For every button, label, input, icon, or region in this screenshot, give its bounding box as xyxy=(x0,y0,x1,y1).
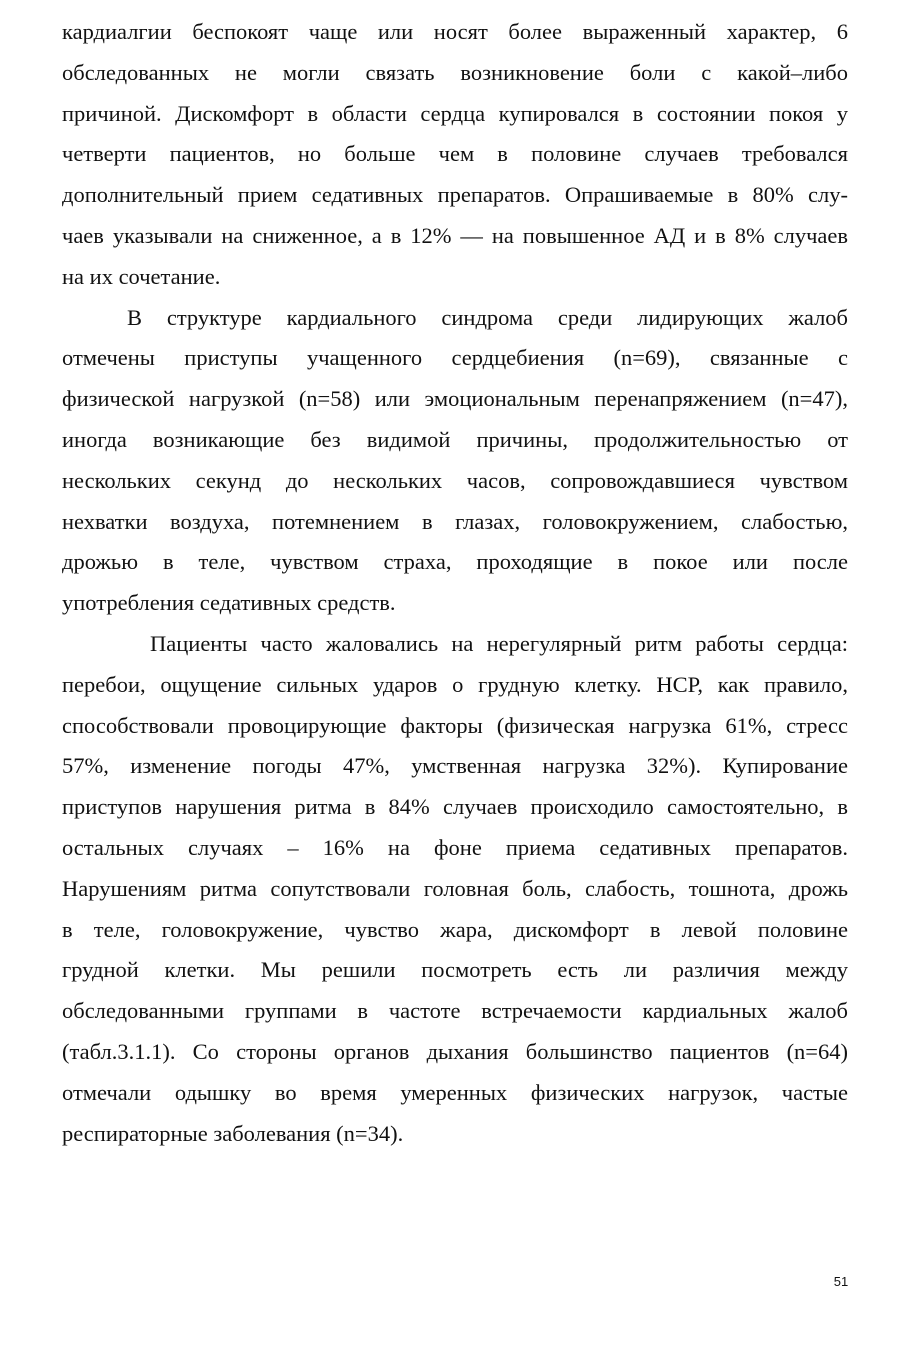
text-line: обследованными группами в частоте встречаемости кардиальных жалоб xyxy=(62,998,848,1024)
text-line: чаев указывали на сниженное, а в 12% — на повышенное АД и в 8% случаев xyxy=(62,222,848,248)
text-line: причиной. Дискомфорт в области сердца купировался в состоянии покоя у xyxy=(62,100,848,126)
text-line: (табл.3.1.1). Со стороны органов дыхания большинство пациентов (n=64) xyxy=(62,1038,848,1064)
page-number: 51 xyxy=(833,1274,849,1289)
text-line: обследованных не могли связать возникновение боли с какой–либо xyxy=(62,59,848,85)
text-line: Пациенты часто жаловались на нерегулярный ритм работы сердца: xyxy=(150,630,848,656)
text-line: Нарушениям ритма сопутствовали головная боль, слабость, тошнота, дрожь xyxy=(62,875,848,901)
text-line: нескольких секунд до нескольких часов, сопровождавшиеся чувством xyxy=(62,467,848,493)
text-line: В структуре кардиального синдрома среди лидирующих жалоб xyxy=(127,304,848,330)
text-line: дрожью в теле, чувством страха, проходящие в покое или после xyxy=(62,549,848,575)
paragraph-1 xyxy=(62,12,848,298)
text-line: перебои, ощущение сильных ударов о грудную клетку. НСР, как правило, xyxy=(62,671,848,697)
text-line: остальных случаях – 16% на фоне приема седативных препаратов. xyxy=(62,834,848,860)
text-line: 57%, изменение погоды 47%, умственная нагрузка 32%). Купирование xyxy=(62,753,848,779)
text-line: способствовали провоцирующие факторы (физическая нагрузка 61%, стресс xyxy=(62,712,848,738)
text-line: употребления седативных средств. xyxy=(62,590,396,616)
text-line: дополнительный прием седативных препаратов. Опрашиваемые в 80% слу- xyxy=(62,182,848,208)
text-line: отмечали одышку во время умеренных физических нагрузок, частые xyxy=(62,1079,848,1105)
text-line: иногда возникающие без видимой причины, продолжительностью от xyxy=(62,426,848,452)
text-line: в теле, головокружение, чувство жара, дискомфорт в левой половине xyxy=(62,916,848,942)
text-line: четверти пациентов, но больше чем в половине случаев требовался xyxy=(62,141,848,167)
text-line: физической нагрузкой (n=58) или эмоциональным перенапряжением (n=47), xyxy=(62,386,848,412)
paragraph-3 xyxy=(62,624,848,1154)
text-line: грудной клетки. Мы решили посмотреть есть ли различия между xyxy=(62,957,848,983)
text-line: приступов нарушения ритма в 84% случаев происходило самостоятельно, в xyxy=(62,794,848,820)
text-line: отмечены приступы учащенного сердцебиения (n=69), связанные с xyxy=(62,345,848,371)
text-line: нехватки воздуха, потемнением в глазах, головокружением, слабостью, xyxy=(62,508,848,534)
paragraph-2 xyxy=(62,298,848,624)
text-line: на их сочетание. xyxy=(62,263,221,289)
text-line: респираторные заболевания (n=34). xyxy=(62,1120,404,1146)
text-line: кардиалгии беспокоят чаще или носят более выраженный характер, 6 xyxy=(62,19,848,44)
document-text xyxy=(62,12,848,1154)
